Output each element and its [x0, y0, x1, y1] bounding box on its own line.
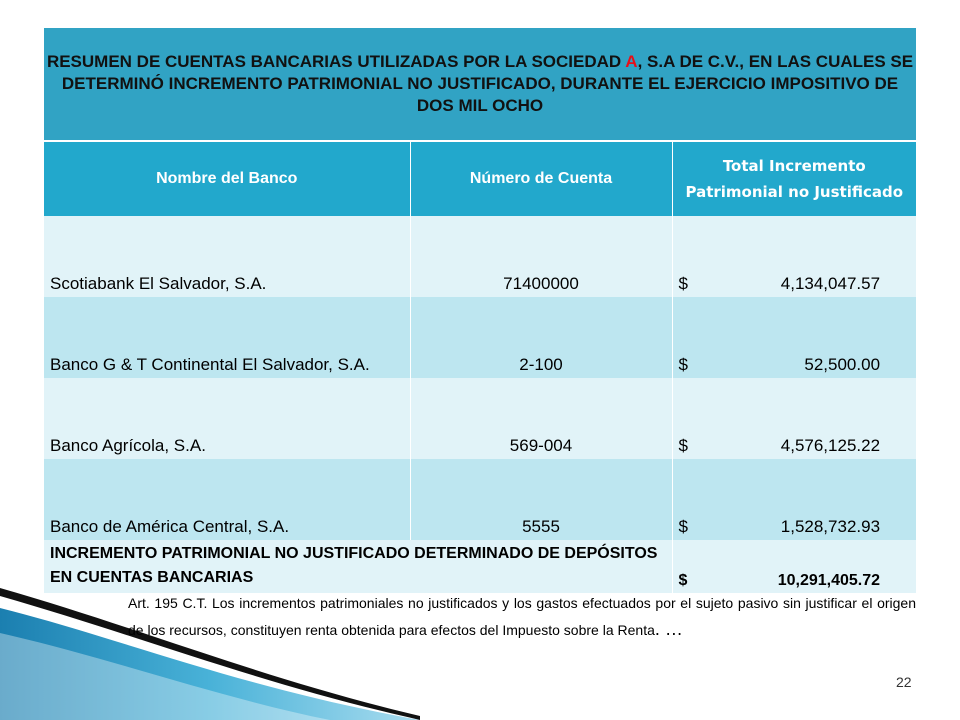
- currency-symbol: $: [678, 436, 688, 455]
- legal-note: [128, 590, 916, 643]
- amount-value: 4,134,047.57: [780, 274, 881, 293]
- amount-value: 52,500.00: [804, 355, 881, 374]
- account-number: 569-004: [410, 378, 672, 459]
- amount-cell: [672, 297, 916, 378]
- currency-symbol: $: [678, 517, 688, 536]
- legal-note-text: Art. 195 C.T. Los incrementos patrimoniales no justificados y los gastos efectuados por el sujeto pasivo sin justificar el origen de los recursos, constituyen renta obtenida para efectos del Impuesto sobre la Renta: [128, 595, 916, 638]
- bank-name: Banco de América Central, S.A.: [44, 459, 410, 540]
- bank-name: Banco G & T Continental El Salvador, S.A.: [44, 297, 410, 378]
- page-number: 22: [896, 674, 912, 690]
- total-amount-cell: [672, 540, 916, 593]
- amount-value: 1,528,732.93: [780, 517, 881, 536]
- bank-name: Banco Agrícola, S.A.: [44, 378, 410, 459]
- table-row: [44, 378, 916, 459]
- total-label: INCREMENTO PATRIMONIAL NO JUSTIFICADO DETERMINADO DE DEPÓSITOS EN CUENTAS BANCARIAS: [44, 540, 672, 593]
- total-amount-value: 10,291,405.72: [777, 572, 881, 589]
- table-row: [44, 297, 916, 378]
- bank-accounts-table: [44, 28, 916, 593]
- bank-name: Scotiabank El Salvador, S.A.: [44, 216, 410, 297]
- table-row: [44, 459, 916, 540]
- amount-cell: [672, 459, 916, 540]
- currency-symbol: $: [678, 572, 688, 589]
- amount-value: 4,576,125.22: [780, 436, 881, 455]
- currency-symbol: $: [678, 274, 688, 293]
- account-number: 2-100: [410, 297, 672, 378]
- column-header-total: Total Incremento Patrimonial no Justificado: [672, 141, 916, 216]
- table-row: [44, 216, 916, 297]
- account-number: 5555: [410, 459, 672, 540]
- column-header-account: Número de Cuenta: [410, 141, 672, 216]
- table-title: [44, 28, 916, 141]
- title-part1: RESUMEN DE CUENTAS BANCARIAS UTILIZADAS POR LA SOCIEDAD: [46, 52, 626, 71]
- amount-cell: [672, 216, 916, 297]
- legal-note-ellipsis: . …: [654, 619, 683, 639]
- amount-cell: [672, 378, 916, 459]
- title-part2: , S.A DE C.V., EN LAS CUALES SE DETERMINÓ INCREMENTO PATRIMONIAL NO JUSTIFICADO, DURANTE EL EJERCICIO IMPOSITIVO DE DOS MIL OCHO: [61, 52, 914, 115]
- column-header-bank: Nombre del Banco: [44, 141, 410, 216]
- title-highlight: A: [625, 52, 638, 71]
- account-number: 71400000: [410, 216, 672, 297]
- currency-symbol: $: [678, 355, 688, 374]
- total-row: [44, 540, 916, 593]
